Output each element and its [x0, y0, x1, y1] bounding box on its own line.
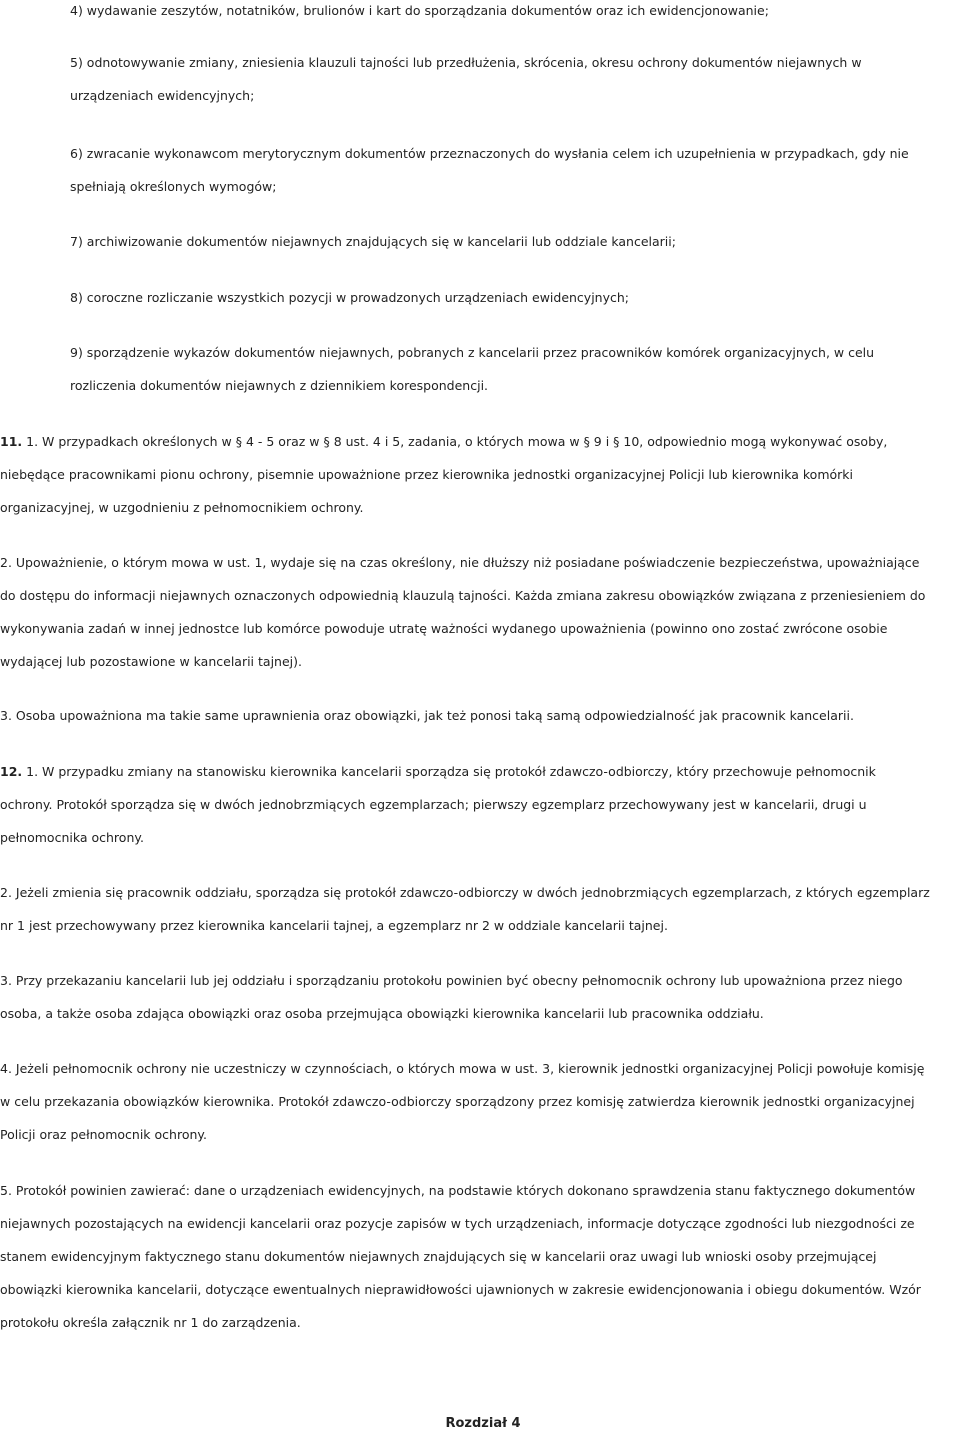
list-item-8	[0, 281, 958, 314]
line: 9) sporządzenie wykazów dokumentów niejawnych, pobranych z kancelarii przez pracowników komórek organizacyjnych, w celu	[70, 345, 875, 360]
list-item-5	[0, 46, 958, 112]
line-text: 1. W przypadku zmiany na stanowisku kierownika kancelarii sporządza się protokół zdawczo-odbiorczy, który przechowuje pełnomocnik	[22, 764, 876, 779]
list-item-9	[0, 336, 958, 402]
section-12-paragraph-4	[0, 1052, 958, 1151]
list-item-7	[0, 225, 958, 258]
line: 2. Upoważnienie, o którym mowa w ust. 1, wydaje się na czas określony, nie dłuższy niż posiadane poświadczenie bezpieczeństwa, upoważniające	[0, 555, 920, 570]
line: obowiązki kierownika kancelarii, dotyczące ewentualnych nieprawidłowości ujawnionych w zakresie ewidencjonowania i obiegu dokumentów. Wzór	[0, 1282, 921, 1297]
section-12-paragraph-1	[0, 755, 958, 854]
line: 3. Przy przekazaniu kancelarii lub jej oddziału i sporządzaniu protokołu powinien być obecny pełnomocnik ochrony lub upoważniona przez niego	[0, 973, 903, 988]
line: spełniają określonych wymogów;	[70, 179, 277, 194]
line: pełnomocnika ochrony.	[0, 830, 144, 845]
line: 6) zwracanie wykonawcom merytorycznym dokumentów przeznaczonych do wysłania celem ich uzupełnienia w przypadkach, gdy nie	[70, 146, 909, 161]
line: wydającej lub pozostawione w kancelarii tajnej).	[0, 654, 302, 669]
line-text: 1. W przypadkach określonych w § 4 - 5 oraz w § 8 ust. 4 i 5, zadania, o których mowa w § 9 i § 10, odpowiednio mogą wykonywać osoby,	[22, 434, 888, 449]
line: urządzeniach ewidencyjnych;	[70, 88, 255, 103]
line: niebędące pracownikami pionu ochrony, pisemnie upoważnione przez kierownika jednostki organizacyjnej Policji lub kierownika komórki	[0, 467, 854, 482]
line: w celu przekazania obowiązków kierownika. Protokół zdawczo-odbiorczy sporządzony przez komisję zatwierdza kierownik jednostki organizacyjnej	[0, 1094, 915, 1109]
line	[0, 755, 958, 788]
line: 3. Osoba upoważniona ma takie same uprawnienia oraz obowiązki, jak też ponosi taką samą odpowiedzialność jak pracownik kancelarii.	[0, 708, 854, 723]
section-12-paragraph-3	[0, 964, 958, 1030]
line: 5) odnotowywanie zmiany, zniesienia klauzuli tajności lub przedłużenia, skrócenia, okresu ochrony dokumentów niejawnych w	[70, 55, 862, 70]
line: 8) coroczne rozliczanie wszystkich pozycji w prowadzonych urządzeniach ewidencyjnych;	[70, 290, 630, 305]
section-12-paragraph-5	[0, 1174, 958, 1339]
line: nr 1 jest przechowywany przez kierownika kancelarii tajnej, a egzemplarz nr 2 w oddziale kancelarii tajnej.	[0, 918, 668, 933]
section-12-paragraph-2	[0, 876, 958, 942]
chapter-heading: Rozdział 4	[445, 1416, 521, 1431]
line: protokołu określa załącznik nr 1 do zarządzenia.	[0, 1315, 301, 1330]
line: 4. Jeżeli pełnomocnik ochrony nie uczestniczy w czynnościach, o których mowa w ust. 3, kierownik jednostki organizacyjnej Policji powołuje komisję	[0, 1061, 925, 1076]
list-item-4	[0, 0, 958, 27]
line: 7) archiwizowanie dokumentów niejawnych znajdujących się w kancelarii lub oddziale kancelarii;	[70, 234, 676, 249]
section-11-paragraph-3	[0, 699, 958, 732]
line	[0, 425, 958, 458]
line: rozliczenia dokumentów niejawnych z dziennikiem korespondencji.	[70, 378, 489, 393]
section-number: 11.	[0, 434, 23, 449]
line: wykonywania zadań w innej jednostce lub komórce powoduje utratę ważności wydanego upoważnienia (powinno ono zostać zwrócone osobie	[0, 621, 888, 636]
line: 5. Protokół powinien zawierać: dane o urządzeniach ewidencyjnych, na podstawie których dokonano sprawdzenia stanu faktycznego dokumentów	[0, 1183, 916, 1198]
line: niejawnych pozostających na ewidencji kancelarii oraz pozycje zapisów w tych urządzeniach, informacje dotyczące zgodności lub niezgodności ze	[0, 1216, 915, 1231]
line: 2. Jeżeli zmienia się pracownik oddziału, sporządza się protokół zdawczo-odbiorczy w dwóch jednobrzmiących egzemplarzach, z których egzemplarz	[0, 885, 930, 900]
section-number: 12.	[0, 764, 23, 779]
line: do dostępu do informacji niejawnych oznaczonych odpowiednią klauzulą tajności. Każda zmiana zakresu obowiązków związana z przeniesieniem do	[0, 588, 926, 603]
line: 4) wydawanie zeszytów, notatników, brulionów i kart do sporządzania dokumentów oraz ich ewidencjonowanie;	[70, 3, 769, 18]
section-11-paragraph-2	[0, 546, 958, 678]
line: osoba, a także osoba zdająca obowiązki oraz osoba przejmująca obowiązki kierownika kancelarii lub pracownika oddziału.	[0, 1006, 764, 1021]
list-item-6	[0, 137, 958, 203]
line: stanem ewidencyjnym faktycznego stanu dokumentów niejawnych znajdujących się w kancelarii oraz uwagi lub wnioski osoby przejmującej	[0, 1249, 877, 1264]
section-11-paragraph-1	[0, 425, 958, 524]
line: Policji oraz pełnomocnik ochrony.	[0, 1127, 207, 1142]
line: organizacyjnej, w uzgodnieniu z pełnomocnikiem ochrony.	[0, 500, 364, 515]
line: ochrony. Protokół sporządza się w dwóch jednobrzmiących egzemplarzach; pierwszy egzemplarz przechowywany jest w kancelarii, drugi u	[0, 797, 867, 812]
